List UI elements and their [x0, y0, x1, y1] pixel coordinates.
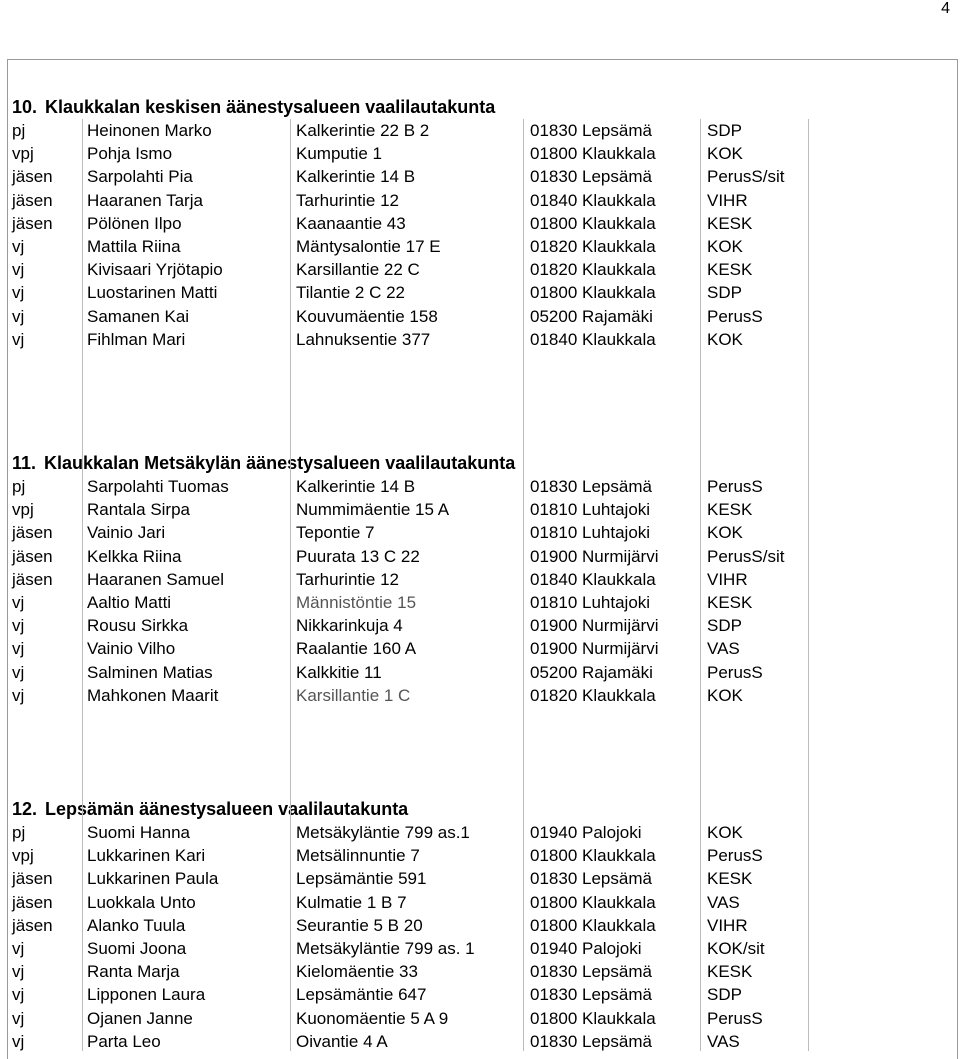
role-cell: jäsen [12, 546, 53, 566]
role-cell: vpj [12, 500, 34, 520]
table-row [12, 498, 952, 521]
table-row [12, 165, 952, 188]
party-cell: KESK [707, 260, 753, 280]
table-row [12, 119, 952, 142]
role-cell: vpj [12, 846, 34, 866]
role-cell: vpj [12, 144, 34, 164]
section-number: 11. [12, 453, 37, 473]
table-row [12, 281, 952, 304]
role-cell: jäsen [12, 869, 53, 889]
table-row [12, 328, 952, 351]
party-cell: SDP [707, 121, 742, 140]
table-row [12, 844, 952, 867]
table-row [12, 983, 952, 1006]
postal-cell: 01840 Klaukkala [530, 569, 656, 589]
postal-cell: 01900 Nurmijärvi [530, 616, 659, 636]
postal-cell: 05200 Rajamäki [530, 662, 653, 682]
postal-cell: 01810 Luhtajoki [530, 523, 651, 543]
postal-cell: 01940 Palojoki [530, 823, 642, 842]
name-cell: Haaranen Samuel [87, 569, 225, 589]
party-cell: PerusS [707, 1008, 763, 1028]
address-cell: Kalkerintie 22 B 2 [296, 121, 430, 140]
table-row [12, 960, 952, 983]
role-cell: vj [12, 329, 25, 349]
name-cell: Lipponen Laura [87, 985, 206, 1005]
role-cell: jäsen [12, 167, 53, 187]
name-cell: Sarpolahti Tuomas [87, 477, 229, 496]
name-cell: Mattila Riina [87, 236, 181, 256]
table-row [12, 661, 952, 684]
section-number: 12. [12, 799, 38, 819]
postal-cell: 01810 Luhtajoki [530, 592, 651, 612]
postal-cell: 01810 Luhtajoki [530, 500, 651, 520]
table-row [12, 235, 952, 258]
table-row [12, 891, 952, 914]
role-cell: vj [12, 985, 25, 1005]
postal-cell: 01830 Lepsämä [530, 985, 652, 1005]
name-cell: Vainio Vilho [87, 639, 176, 659]
role-cell: vj [12, 1008, 25, 1028]
name-cell: Alanko Tuula [87, 915, 186, 935]
postal-cell: 01820 Klaukkala [530, 260, 656, 280]
postal-cell: 01830 Lepsämä [530, 869, 652, 889]
postal-cell: 01830 Lepsämä [530, 167, 652, 187]
party-cell: KOK [707, 236, 743, 256]
party-cell: VAS [707, 1031, 740, 1051]
table-row [12, 258, 952, 281]
address-cell: Kulmatie 1 B 7 [296, 892, 407, 912]
postal-cell: 01800 Klaukkala [530, 1008, 656, 1028]
section-10 [12, 96, 952, 351]
party-cell: KESK [707, 500, 753, 520]
name-cell: Aaltio Matti [87, 592, 172, 612]
address-cell: Metsäkyläntie 799 as.1 [296, 823, 470, 842]
postal-cell: 01800 Klaukkala [530, 846, 656, 866]
party-cell: VIHR [707, 915, 748, 935]
postal-cell: 01830 Lepsämä [530, 121, 652, 140]
table-row [12, 212, 952, 235]
name-cell: Kivisaari Yrjötapio [87, 260, 223, 280]
party-cell: PerusS [707, 477, 763, 496]
table-row [12, 521, 952, 544]
name-cell: Lukkarinen Kari [87, 846, 206, 866]
role-cell: pj [12, 121, 26, 140]
postal-cell: 01900 Nurmijärvi [530, 546, 659, 566]
party-cell: VAS [707, 639, 740, 659]
table-row [12, 142, 952, 165]
address-cell: Kuonomäentie 5 A 9 [296, 1008, 449, 1028]
address-cell: Lahnuksentie 377 [296, 329, 431, 349]
role-cell: vj [12, 685, 25, 705]
section-heading: Klaukkalan Metsäkylän äänestysalueen vaalilautakunta [44, 453, 516, 473]
role-cell: jäsen [12, 523, 53, 543]
address-cell: Kielomäentie 33 [296, 962, 418, 982]
party-cell: SDP [707, 283, 742, 303]
address-cell: Mäntysalontie 17 E [296, 236, 441, 256]
table-row [12, 867, 952, 890]
party-cell: VAS [707, 892, 740, 912]
name-cell: Parta Leo [87, 1031, 161, 1051]
address-cell: Nikkarinkuja 4 [296, 616, 403, 636]
grid-line [523, 119, 524, 1051]
party-cell: KESK [707, 962, 753, 982]
table-row [12, 1030, 952, 1053]
address-cell: Lepsämäntie 591 [296, 869, 427, 889]
table-row [12, 189, 952, 212]
section-title [12, 798, 952, 821]
role-cell: pj [12, 477, 26, 496]
party-cell: KESK [707, 869, 753, 889]
postal-cell: 01820 Klaukkala [530, 236, 656, 256]
address-cell: Karsillantie 22 C [296, 260, 420, 280]
role-cell: vj [12, 260, 25, 280]
postal-cell: 01830 Lepsämä [530, 1031, 652, 1051]
address-cell: Lepsämäntie 647 [296, 985, 427, 1005]
party-cell: KOK [707, 823, 743, 842]
name-cell: Samanen Kai [87, 306, 190, 326]
address-cell: Nummimäentie 15 A [296, 500, 450, 520]
role-cell: jäsen [12, 892, 53, 912]
role-cell: jäsen [12, 213, 53, 233]
role-cell: jäsen [12, 915, 53, 935]
section-11 [12, 452, 952, 707]
address-cell: Tarhurintie 12 [296, 190, 400, 210]
grid-line [700, 119, 701, 1051]
address-cell: Kalkerintie 14 B [296, 167, 416, 187]
role-cell: vj [12, 283, 25, 303]
section-title [12, 96, 952, 119]
postal-cell: 01840 Klaukkala [530, 329, 656, 349]
name-cell: Pölönen Ilpo [87, 213, 182, 233]
name-cell: Luostarinen Matti [87, 283, 218, 303]
name-cell: Suomi Joona [87, 938, 187, 958]
grid-line [82, 119, 83, 1051]
name-cell: Vainio Jari [87, 523, 166, 543]
party-cell: VIHR [707, 569, 748, 589]
table-row [12, 568, 952, 591]
party-cell: KESK [707, 592, 753, 612]
grid-line [808, 119, 809, 1051]
name-cell: Haaranen Tarja [87, 190, 203, 210]
role-cell: vj [12, 1031, 25, 1051]
table-row [12, 614, 952, 637]
table-row [12, 475, 952, 498]
grid-line [290, 119, 291, 1051]
page-number: 4 [941, 0, 950, 17]
section-12 [12, 798, 952, 1053]
address-cell: Tepontie 7 [296, 523, 375, 543]
name-cell: Ojanen Janne [87, 1008, 193, 1028]
role-cell: vj [12, 592, 25, 612]
postal-cell: 01800 Klaukkala [530, 892, 656, 912]
address-cell: Kalkkitie 11 [296, 662, 382, 682]
name-cell: Heinonen Marko [87, 121, 212, 140]
role-cell: vj [12, 236, 25, 256]
party-cell: KOK/sit [707, 938, 765, 958]
address-cell: Puurata 13 C 22 [296, 546, 420, 566]
address-cell: Kouvumäentie 158 [296, 306, 438, 326]
address-cell: Kumputie 1 [296, 144, 382, 164]
postal-cell: 01800 Klaukkala [530, 144, 656, 164]
address-cell: Oivantie 4 A [296, 1031, 388, 1051]
role-cell: jäsen [12, 190, 53, 210]
role-cell: vj [12, 306, 25, 326]
party-cell: PerusS [707, 662, 763, 682]
postal-cell: 01940 Palojoki [530, 938, 642, 958]
table-row [12, 937, 952, 960]
table-row [12, 1007, 952, 1030]
role-cell: vj [12, 639, 25, 659]
role-cell: vj [12, 938, 25, 958]
role-cell: vj [12, 616, 25, 636]
address-cell: Kalkerintie 14 B [296, 477, 416, 496]
section-number: 10. [12, 97, 38, 117]
role-cell: vj [12, 962, 25, 982]
name-cell: Pohja Ismo [87, 144, 173, 164]
address-cell: Tilantie 2 C 22 [296, 283, 405, 303]
name-cell: Kelkka Riina [87, 546, 182, 566]
party-cell: SDP [707, 985, 742, 1005]
postal-cell: 01800 Klaukkala [530, 915, 656, 935]
address-cell: Männistöntie 15 [296, 592, 417, 612]
table-row [12, 914, 952, 937]
party-cell: KESK [707, 213, 753, 233]
table-row [12, 591, 952, 614]
address-cell: Kaanaantie 43 [296, 213, 406, 233]
name-cell: Lukkarinen Paula [87, 869, 219, 889]
address-cell: Tarhurintie 12 [296, 569, 400, 589]
party-cell: PerusS/sit [707, 167, 785, 187]
name-cell: Fihlman Mari [87, 329, 186, 349]
address-cell: Metsälinnuntie 7 [296, 846, 420, 866]
role-cell: pj [12, 823, 26, 842]
postal-cell: 01800 Klaukkala [530, 213, 656, 233]
name-cell: Sarpolahti Pia [87, 167, 193, 187]
role-cell: vj [12, 662, 25, 682]
name-cell: Rousu Sirkka [87, 616, 189, 636]
address-cell: Raalantie 160 A [296, 639, 417, 659]
table-row [12, 637, 952, 660]
postal-cell: 05200 Rajamäki [530, 306, 653, 326]
postal-cell: 01830 Lepsämä [530, 477, 652, 496]
name-cell: Ranta Marja [87, 962, 180, 982]
address-cell: Seurantie 5 B 20 [296, 915, 423, 935]
address-cell: Karsillantie 1 C [296, 685, 411, 705]
party-cell: KOK [707, 685, 743, 705]
section-heading: Klaukkalan keskisen äänestysalueen vaalilautakunta [45, 97, 496, 117]
role-cell: jäsen [12, 569, 53, 589]
table-row [12, 545, 952, 568]
postal-cell: 01900 Nurmijärvi [530, 639, 659, 659]
party-cell: VIHR [707, 190, 748, 210]
party-cell: KOK [707, 329, 743, 349]
postal-cell: 01800 Klaukkala [530, 283, 656, 303]
section-title [12, 452, 952, 475]
party-cell: PerusS [707, 846, 763, 866]
table-row [12, 684, 952, 707]
table-row [12, 821, 952, 844]
postal-cell: 01840 Klaukkala [530, 190, 656, 210]
postal-cell: 01820 Klaukkala [530, 685, 656, 705]
party-cell: PerusS [707, 306, 763, 326]
name-cell: Mahkonen Maarit [87, 685, 219, 705]
name-cell: Rantala Sirpa [87, 500, 191, 520]
name-cell: Suomi Hanna [87, 823, 191, 842]
party-cell: KOK [707, 144, 743, 164]
postal-cell: 01830 Lepsämä [530, 962, 652, 982]
party-cell: PerusS/sit [707, 546, 785, 566]
section-heading: Lepsämän äänestysalueen vaalilautakunta [45, 799, 409, 819]
name-cell: Salminen Matias [87, 662, 213, 682]
table-row [12, 305, 952, 328]
address-cell: Metsäkyläntie 799 as. 1 [296, 938, 475, 958]
party-cell: SDP [707, 616, 742, 636]
name-cell: Luokkala Unto [87, 892, 196, 912]
party-cell: KOK [707, 523, 743, 543]
